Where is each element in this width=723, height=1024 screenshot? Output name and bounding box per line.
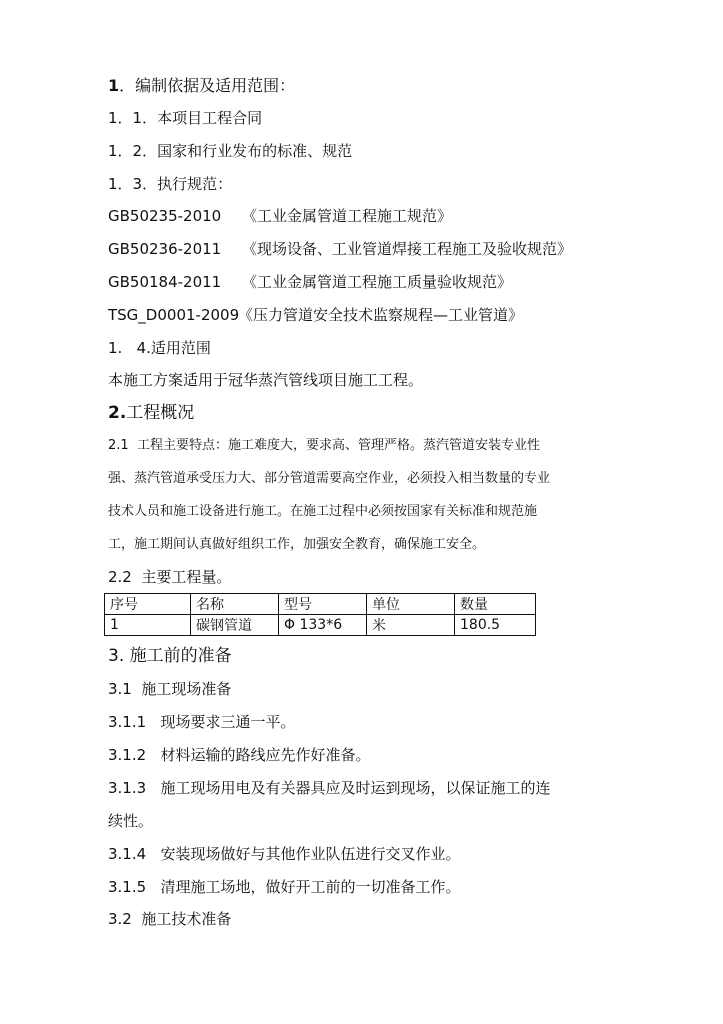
clause-1-4: 1. 4.适用范围 bbox=[108, 339, 211, 357]
features-line: 工，施工期间认真做好组织工作，加强安全教育，确保施工安全。 bbox=[108, 537, 486, 552]
clause-item: 3.1.4 安装现场做好与其他作业队伍进行交叉作业。 bbox=[108, 845, 461, 863]
table-header-cell: 数量 bbox=[455, 594, 536, 615]
table-header-row bbox=[105, 594, 536, 615]
quantity-table bbox=[104, 593, 536, 636]
clause-item: 3.1.5 清理施工场地，做好开工前的一切准备工作。 bbox=[108, 878, 461, 896]
standard-line bbox=[108, 305, 523, 325]
clause-item: 3.1.2 材料运输的路线应先作好准备。 bbox=[108, 746, 371, 764]
standard-line bbox=[108, 239, 572, 259]
table-row bbox=[105, 615, 536, 636]
standard-line bbox=[108, 206, 452, 226]
standard-code: GB50235-2010 bbox=[108, 207, 222, 225]
standard-name: 《压力管道安全技术监察规程—工业管道》 bbox=[238, 306, 524, 324]
clause-1-2: 1．2．国家和行业发布的标准、规范 bbox=[108, 142, 353, 160]
section-2-heading bbox=[108, 403, 194, 423]
clause-item: 3.1.1 现场要求三通一平。 bbox=[108, 713, 296, 731]
section-1-heading bbox=[108, 76, 295, 96]
table-cell: 180.5 bbox=[455, 615, 536, 636]
standard-code: GB50236-2011 bbox=[108, 240, 222, 258]
clause-item: 3.1.3 施工现场用电及有关器具应及时运到现场，以保证施工的连 bbox=[108, 779, 551, 797]
section-number: 2. bbox=[108, 403, 127, 423]
standard-line bbox=[108, 272, 512, 292]
subsection-3-1: 3.1 施工现场准备 bbox=[108, 680, 232, 698]
table-header-cell: 序号 bbox=[105, 594, 191, 615]
features-line: 技术人员和施工设备进行施工。在施工过程中必须按国家有关标准和规范施 bbox=[108, 504, 538, 519]
standard-code: GB50184-2011 bbox=[108, 273, 222, 291]
table-cell: Φ 133*6 bbox=[279, 615, 367, 636]
standard-name: 《现场设备、工业管道焊接工程施工及验收规范》 bbox=[242, 240, 573, 258]
section-title: 工程概况 bbox=[126, 403, 195, 423]
scope-paragraph: 本施工方案适用于冠华蒸汽管线项目施工工程。 bbox=[108, 371, 424, 389]
table-header-cell: 单位 bbox=[367, 594, 455, 615]
clause-1-1: 1．1．本项目工程合同 bbox=[108, 109, 263, 127]
subsection-3-2: 3.2 施工技术准备 bbox=[108, 910, 232, 928]
table-header-cell: 型号 bbox=[279, 594, 367, 615]
table-header-cell: 名称 bbox=[191, 594, 279, 615]
standard-name: 《工业金属管道工程施工规范》 bbox=[242, 207, 453, 225]
clause-1-3: 1．3．执行规范： bbox=[108, 175, 233, 193]
section-3-heading: 3. 施工前的准备 bbox=[108, 646, 232, 666]
table-cell: 1 bbox=[105, 615, 191, 636]
section-number: 1 bbox=[108, 76, 120, 95]
features-line: 强、蒸汽管道承受压力大、部分管道需要高空作业，必须投入相当数量的专业 bbox=[108, 471, 551, 486]
clause-item-continuation: 续性。 bbox=[108, 812, 154, 830]
table-cell: 米 bbox=[367, 615, 455, 636]
standard-name: 《工业金属管道工程施工质量验收规范》 bbox=[242, 273, 513, 291]
quantity-heading: 2.2 主要工程量。 bbox=[108, 568, 232, 586]
table-cell: 碳钢管道 bbox=[191, 615, 279, 636]
standard-code: TSG_D0001-2009 bbox=[108, 306, 240, 324]
section-title: ．编制依据及适用范围： bbox=[119, 76, 296, 95]
features-line: 2.1 工程主要特点：施工难度大，要求高、管理严格。蒸汽管道安装专业性 bbox=[108, 438, 540, 453]
